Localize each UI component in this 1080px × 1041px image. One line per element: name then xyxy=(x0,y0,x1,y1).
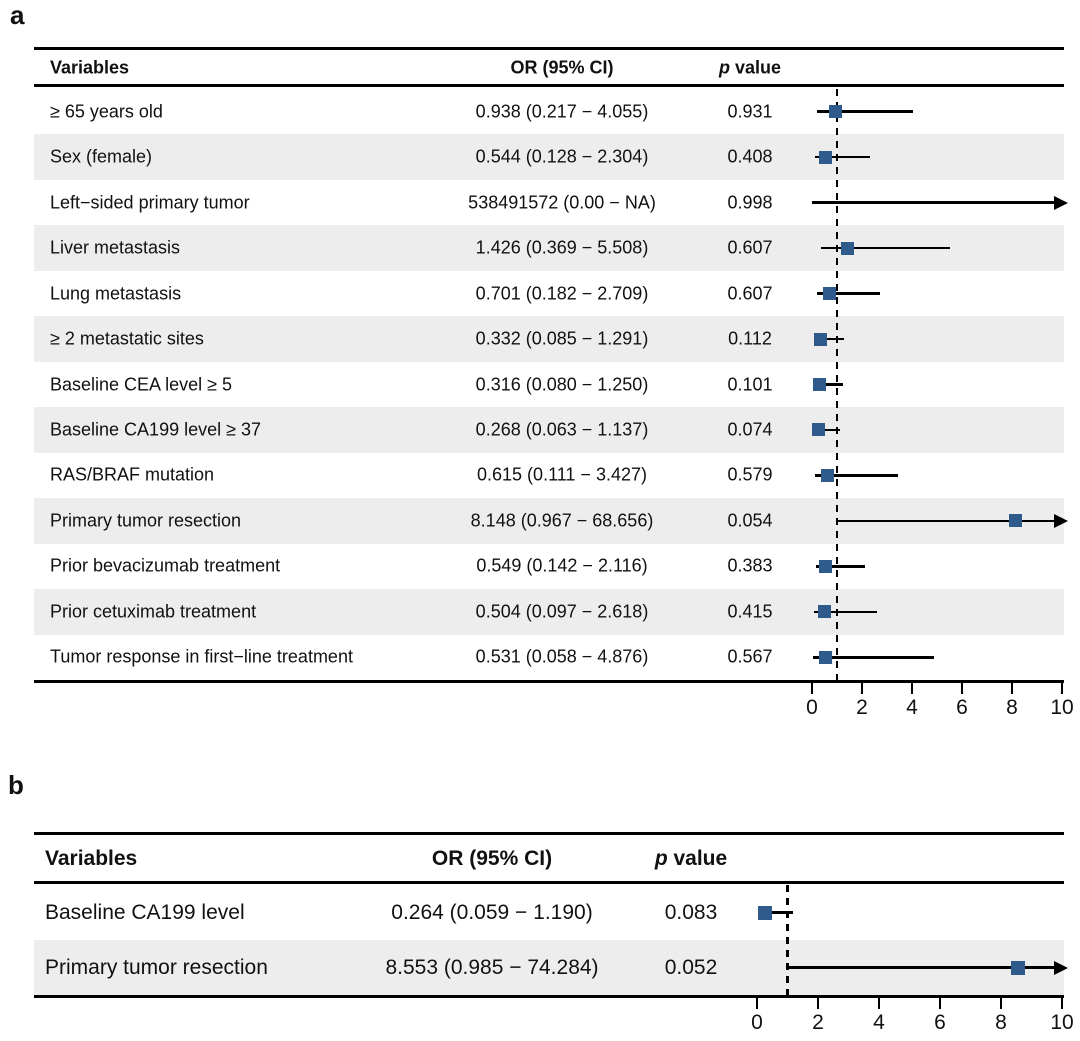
row-variable-label: Left−sided primary tumor xyxy=(50,192,250,213)
axis-tick xyxy=(1061,998,1064,1009)
row-p-value: 0.101 xyxy=(727,374,773,394)
row-or-ci-value: 0.332 (0.085 − 1.291) xyxy=(475,328,649,349)
row-p-value: 0.112 xyxy=(728,328,772,349)
axis-tick xyxy=(939,998,942,1009)
row-p-value: 0.607 xyxy=(727,283,773,304)
row-or-ci-value: 538491572 (0.00 − NA) xyxy=(468,192,656,213)
row-or-ci-value: 0.615 (0.111 − 3.427) xyxy=(477,464,647,485)
row-variable-label: Lung metastasis xyxy=(50,283,182,304)
row-or-ci-value: 0.544 (0.128 − 2.304) xyxy=(475,146,649,167)
row-p-value: 0.931 xyxy=(727,101,773,122)
axis-tick-label: 8 xyxy=(995,1011,1007,1034)
column-header-variables-a: Variables xyxy=(50,57,130,78)
row-variable-label: Prior bevacizumab treatment xyxy=(50,555,281,576)
row-p-value: 0.567 xyxy=(727,646,773,667)
p-rest-a: value xyxy=(729,57,782,78)
row-or-ci-value: 0.549 (0.142 − 2.116) xyxy=(476,555,648,576)
row-variable-label: Baseline CEA level ≥ 5 xyxy=(50,374,232,394)
row-p-value: 0.383 xyxy=(727,555,773,576)
column-header-or-ci-b: OR (95% CI) xyxy=(431,847,553,870)
axis-tick xyxy=(817,998,820,1009)
row-p-value: 0.083 xyxy=(664,900,718,924)
row-variable-label: Liver metastasis xyxy=(50,237,181,258)
row-or-ci-value: 8.553 (0.985 − 74.284) xyxy=(385,955,599,979)
row-or-ci-value: 0.531 (0.058 − 4.876) xyxy=(475,646,649,667)
axis-tick-label: 2 xyxy=(856,696,868,719)
row-or-ci-value: 0.268 (0.063 − 1.137) xyxy=(475,419,649,440)
axis-tick xyxy=(756,998,759,1009)
row-or-ci-value: 0.701 (0.182 − 2.709) xyxy=(475,283,649,304)
row-or-ci-value: 8.148 (0.967 − 68.656) xyxy=(470,510,654,531)
axis-tick-label: 10 xyxy=(1050,696,1074,719)
row-p-value: 0.579 xyxy=(727,464,773,485)
axis-tick-label: 0 xyxy=(806,696,818,719)
row-or-ci-value: 0.504 (0.097 − 2.618) xyxy=(475,601,649,622)
row-p-value: 0.074 xyxy=(727,419,773,440)
row-variable-label: Tumor response in first−line treatment xyxy=(50,646,353,667)
row-variable-label: RAS/BRAF mutation xyxy=(50,464,215,485)
row-variable-label: Primary tumor resection xyxy=(50,510,242,531)
row-p-value: 0.415 xyxy=(727,601,773,622)
row-p-value: 0.408 xyxy=(727,146,773,167)
panel-b-label: b xyxy=(8,770,24,800)
p-rest-b: value xyxy=(667,847,728,870)
row-or-ci-value: 0.264 (0.059 − 1.190) xyxy=(391,900,593,924)
panel-a-label: a xyxy=(10,0,25,30)
axis-tick-label: 6 xyxy=(956,696,968,719)
axis-tick-label: 8 xyxy=(1006,696,1018,719)
axis-tick-label: 2 xyxy=(812,1011,824,1034)
p-italic-b: p xyxy=(654,847,668,870)
row-variable-label: Primary tumor resection xyxy=(45,955,268,979)
row-variable-label: Sex (female) xyxy=(50,146,153,167)
p-italic-a: p xyxy=(718,57,730,78)
row-or-ci-value: 0.316 (0.080 − 1.250) xyxy=(475,374,649,394)
axis-tick-label: 4 xyxy=(906,696,918,719)
axis-tick-label: 0 xyxy=(751,1011,763,1034)
axis-tick-label: 10 xyxy=(1050,1011,1074,1034)
row-variable-label: ≥ 2 metastatic sites xyxy=(50,328,204,349)
row-variable-label: Prior cetuximab treatment xyxy=(50,601,257,622)
axis-tick-label: 4 xyxy=(873,1011,885,1034)
row-p-value: 0.052 xyxy=(664,955,718,979)
axis-tick xyxy=(878,998,881,1009)
axis-tick-label: 6 xyxy=(934,1011,946,1034)
column-header-or-ci-a: OR (95% CI) xyxy=(510,57,614,78)
row-or-ci-value: 1.426 (0.369 − 5.508) xyxy=(475,237,649,258)
row-variable-label: Baseline CA199 level ≥ 37 xyxy=(50,419,262,440)
row-variable-label: Baseline CA199 level xyxy=(45,900,245,924)
column-header-variables-b: Variables xyxy=(45,847,138,870)
row-p-value: 0.054 xyxy=(727,510,773,531)
row-or-ci-value: 0.938 (0.217 − 4.055) xyxy=(475,101,649,122)
row-variable-label: ≥ 65 years old xyxy=(50,101,163,122)
row-p-value: 0.998 xyxy=(727,192,773,213)
axis-tick xyxy=(1000,998,1003,1009)
row-p-value: 0.607 xyxy=(727,237,773,258)
